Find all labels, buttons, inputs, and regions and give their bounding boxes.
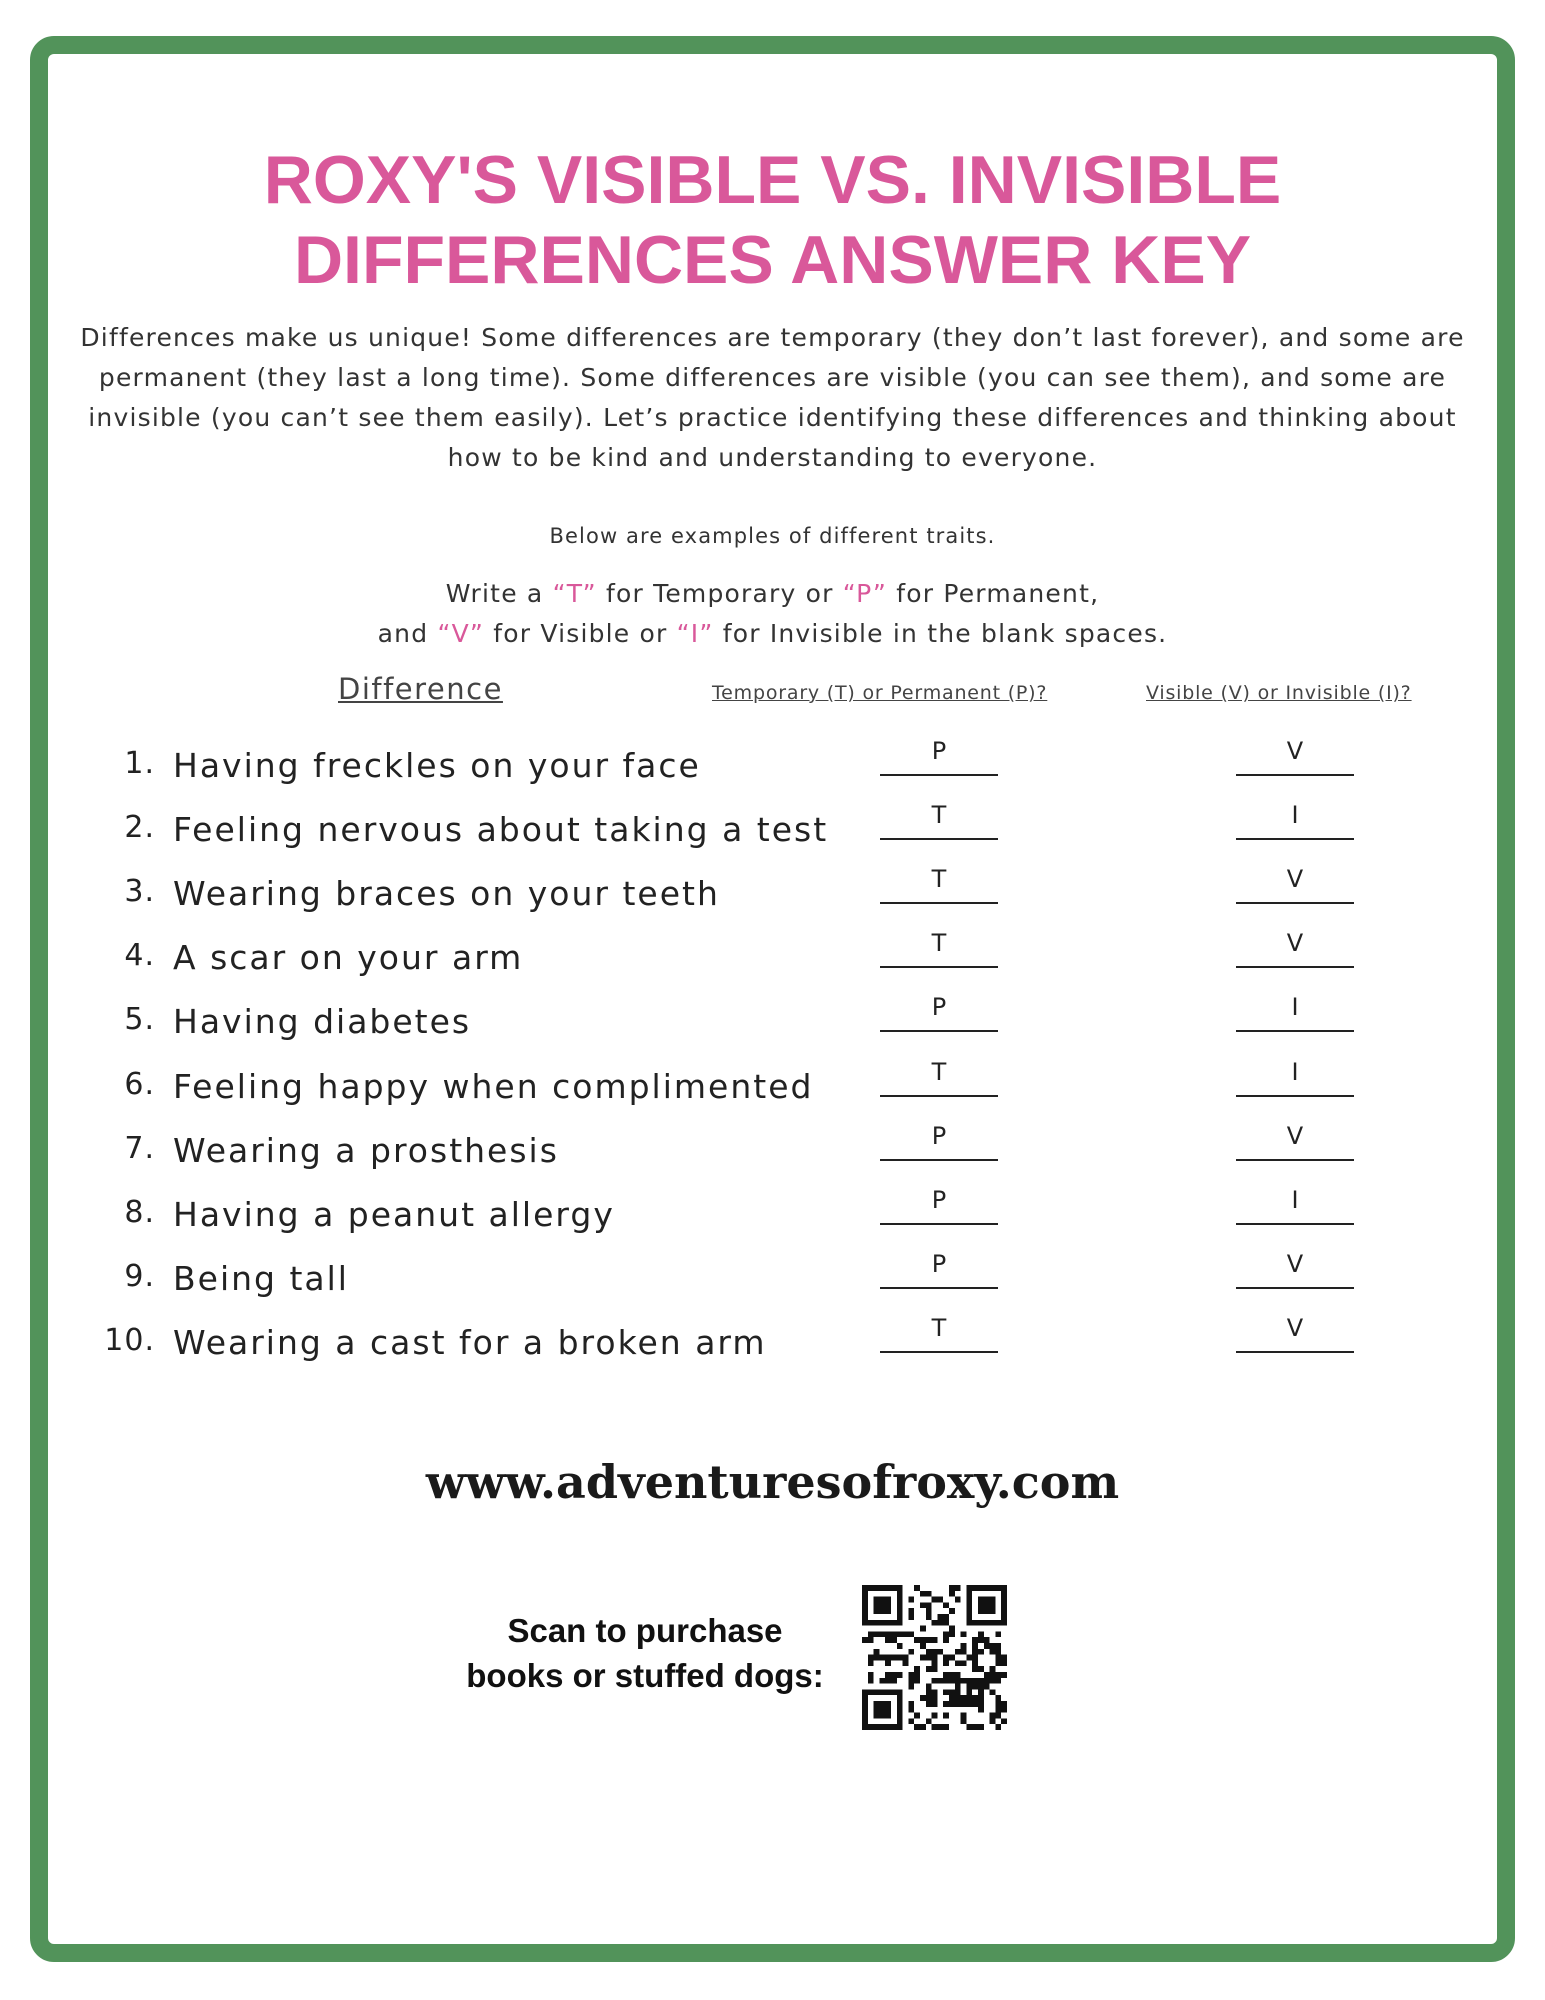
instr-text: and	[377, 619, 438, 648]
answer-row	[0, 1119, 1545, 1183]
title-line-1: ROXY'S VISIBLE VS. INVISIBLE	[263, 142, 1282, 218]
examples-note: Below are examples of different traits.	[549, 524, 996, 548]
answer-row	[0, 734, 1545, 798]
code-v: “V”	[437, 619, 485, 648]
difference-header: Difference	[338, 672, 503, 706]
difference-text: Having a peanut allergy	[173, 1195, 615, 1234]
visible-invisible-answer[interactable]: V	[1236, 1311, 1354, 1353]
answer-row	[0, 1311, 1545, 1375]
scan-line-1: Scan to purchase	[507, 1612, 783, 1649]
temporary-permanent-answer[interactable]: P	[880, 1119, 998, 1161]
answer-row	[0, 862, 1545, 926]
code-p: “P”	[842, 579, 888, 608]
visible-invisible-answer[interactable]: V	[1236, 862, 1354, 904]
difference-text: Wearing a cast for a broken arm	[173, 1323, 767, 1362]
scan-caption	[430, 1608, 860, 1698]
visible-invisible-answer[interactable]: V	[1236, 1247, 1354, 1289]
website-url: www.adventuresofroxy.com	[425, 1455, 1120, 1509]
difference-text: Having diabetes	[173, 1002, 472, 1041]
answer-row	[0, 1183, 1545, 1247]
difference-text: Feeling nervous about taking a test	[173, 810, 829, 849]
difference-text: Wearing a prosthesis	[173, 1131, 559, 1170]
item-number: 9.	[124, 1259, 155, 1294]
item-number: 2.	[124, 810, 155, 845]
item-number: 10.	[104, 1323, 155, 1358]
item-number: 1.	[124, 746, 155, 781]
item-number: 3.	[124, 874, 155, 909]
temporary-permanent-answer[interactable]: P	[880, 1183, 998, 1225]
page-title	[0, 140, 1545, 300]
temporary-permanent-answer[interactable]: T	[880, 926, 998, 968]
temporary-permanent-answer[interactable]: P	[880, 990, 998, 1032]
temporary-permanent-answer[interactable]: T	[880, 862, 998, 904]
difference-text: Being tall	[173, 1259, 349, 1298]
item-number: 5.	[124, 1002, 155, 1037]
temporary-permanent-header: Temporary (T) or Permanent (P)?	[712, 682, 1048, 704]
instructions	[0, 574, 1545, 654]
visible-invisible-answer[interactable]: V	[1236, 1119, 1354, 1161]
visible-invisible-answer[interactable]: I	[1236, 990, 1354, 1032]
temporary-permanent-answer[interactable]: T	[880, 798, 998, 840]
code-t: “T”	[552, 579, 597, 608]
scan-line-2: books or stuffed dogs:	[466, 1657, 824, 1694]
item-number: 4.	[124, 938, 155, 973]
difference-text: A scar on your arm	[173, 938, 524, 977]
item-number: 6.	[124, 1067, 155, 1102]
qr-code-icon	[862, 1585, 1007, 1730]
visible-invisible-answer[interactable]: I	[1236, 798, 1354, 840]
temporary-permanent-answer[interactable]: P	[880, 734, 998, 776]
intro-paragraph: Differences make us unique! Some differences are temporary (they don’t last forever), and some are permanent (they last a long time). Some differences are visible (you can see them), and some are invisible (you can’t see them easily). Let’s practice identifying these differences and thinking about how to be kind and understanding to everyone.	[80, 323, 1465, 472]
instructions-line-2	[0, 614, 1545, 654]
instr-text: for Invisible in the blank spaces.	[713, 619, 1168, 648]
instr-text: for Visible or	[484, 619, 677, 648]
temporary-permanent-answer[interactable]: T	[880, 1311, 998, 1353]
temporary-permanent-answer[interactable]: T	[880, 1055, 998, 1097]
visible-invisible-answer[interactable]: I	[1236, 1055, 1354, 1097]
answer-row	[0, 926, 1545, 990]
title-line-2: DIFFERENCES ANSWER KEY	[293, 222, 1252, 298]
answer-row	[0, 798, 1545, 862]
temporary-permanent-answer[interactable]: P	[880, 1247, 998, 1289]
visible-invisible-answer[interactable]: V	[1236, 926, 1354, 968]
instructions-line-1	[0, 574, 1545, 614]
visible-invisible-answer[interactable]: V	[1236, 734, 1354, 776]
difference-text: Wearing braces on your teeth	[173, 874, 720, 913]
difference-text: Feeling happy when complimented	[173, 1067, 814, 1106]
instr-text: for Permanent,	[887, 579, 1100, 608]
instr-text: for Temporary or	[596, 579, 843, 608]
code-i: “I”	[676, 619, 714, 648]
answer-row	[0, 1055, 1545, 1119]
answer-row	[0, 990, 1545, 1054]
instr-text: Write a	[445, 579, 553, 608]
item-number: 7.	[124, 1131, 155, 1166]
answer-row	[0, 1247, 1545, 1311]
difference-text: Having freckles on your face	[173, 746, 701, 785]
visible-invisible-answer[interactable]: I	[1236, 1183, 1354, 1225]
visible-invisible-header: Visible (V) or Invisible (I)?	[1146, 682, 1412, 704]
item-number: 8.	[124, 1195, 155, 1230]
